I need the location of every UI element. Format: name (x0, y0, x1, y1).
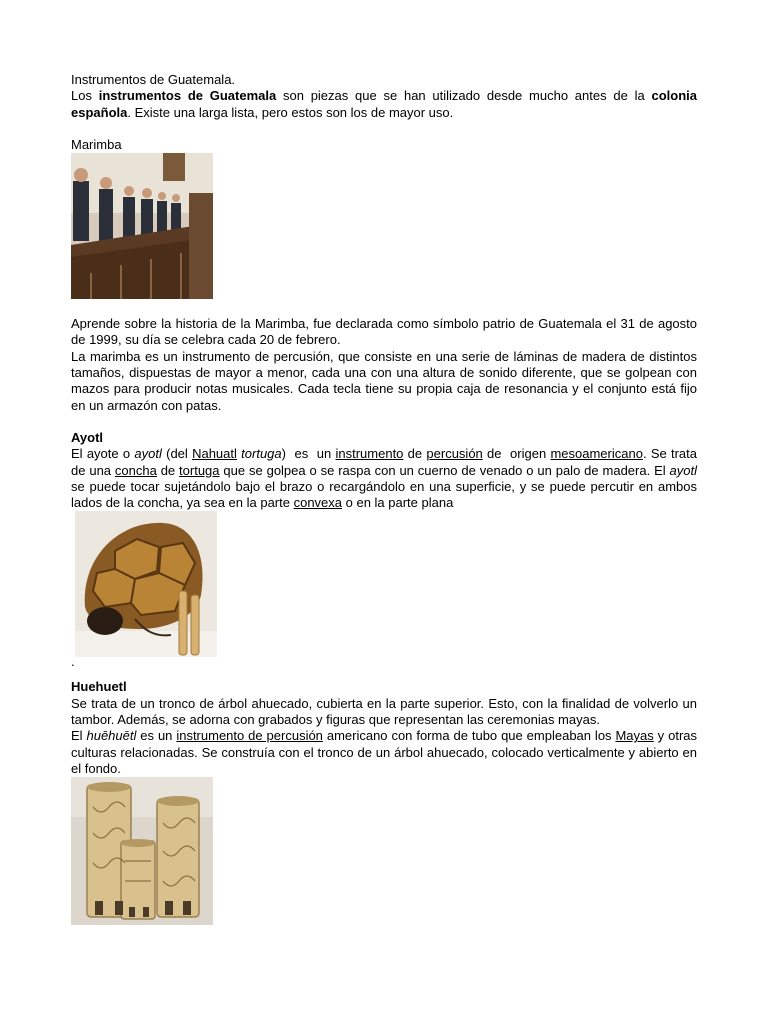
concha-link[interactable]: concha (114, 462, 157, 478)
heading-text: Ayotl (71, 429, 104, 445)
mesoamericano-link[interactable]: mesoamericano (550, 446, 643, 462)
text-run: de origen (482, 446, 551, 462)
text-run: de (156, 462, 180, 478)
bold-text: instrumentos de Guatemala (98, 88, 277, 104)
instrumento-de-percusion-link[interactable]: instrumento de percusión (176, 728, 323, 744)
huehuetl-heading (71, 679, 697, 695)
text-run: El (71, 728, 87, 744)
text-run: de (403, 446, 427, 462)
convexa-link[interactable]: convexa (293, 495, 343, 511)
mayas-link[interactable]: Mayas (615, 728, 654, 744)
marimba-description-paragraph: La marimba es un instrumento de percusión, que consiste en una serie de láminas de madera de distintos tamaños, dispuestas de mayor a menor, cada una con una altura de sonido diferente, que se golpean con mazos para producir notas musicales. Cada tecla tiene su propia caja de resonancia y el conjunto está fijo en un armazón con patas. (71, 348, 697, 413)
text-run: es un (136, 728, 177, 744)
marimba-photo (71, 153, 213, 299)
text-run: se puede tocar sujetándolo bajo el brazo o recargándolo en una superficie, y se puede percutir en ambos lados de la concha, ya sea en la parte (71, 478, 697, 511)
document-page (71, 72, 697, 925)
italic-text: ayotl (669, 462, 697, 478)
italic-text: huēhuētl (86, 728, 137, 744)
percusion-link[interactable]: percusión (426, 446, 483, 462)
text-run: son piezas que se han utilizado desde mucho antes de la (276, 88, 652, 104)
heading-text: Huehuetl (71, 679, 127, 695)
text-run: (del (161, 446, 193, 462)
marimba-label: Marimba (71, 136, 122, 152)
text-run: Los (71, 88, 99, 104)
text-run: o en la parte plana (342, 495, 454, 511)
instrumento-link[interactable]: instrumento (335, 446, 404, 462)
text-run: El ayote o (71, 446, 135, 462)
text-run: . Se trata de una (71, 446, 697, 478)
huehuetl-paragraph-2 (71, 728, 697, 777)
text-run: ) es un (281, 446, 336, 462)
ayotl-dot: . (71, 654, 75, 670)
italic-text: ayotl (134, 446, 162, 462)
italic-text: tortuga (241, 446, 282, 462)
text-run: y otras culturas relacionadas. Se construía con el tronco de un árbol ahuecado, colocado verticalmente y abierto en el fondo. (71, 728, 698, 776)
document-title: Instrumentos de Guatemala. (71, 72, 236, 87)
text-run: americano con forma de tubo que empleaban los (322, 728, 616, 744)
huehuetl-paragraph-1: Se trata de un tronco de árbol ahuecado, cubierta en la parte superior. Esto, con la finalidad de volverlo un tambor. Además, se adorna con grabados y figuras que representan las ceremonias mayas. (71, 695, 697, 728)
bold-text: colonia española (71, 88, 697, 120)
ayotl-paragraph (71, 446, 697, 511)
text-run: que se golpea o se raspa con un cuerno de venado o un palo de madera. El (219, 462, 670, 478)
huehuetl-photo (71, 777, 213, 925)
intro-paragraph (71, 88, 697, 121)
text-run: . Existe una larga lista, pero estos son los de mayor uso. (127, 104, 454, 120)
ayotl-heading (71, 430, 697, 446)
marimba-history-paragraph: Aprende sobre la historia de la Marimba, fue declarada como símbolo patrio de Guatemala el 31 de agosto de 1999, su día se celebra cada 20 de febrero. (71, 316, 697, 348)
nahuatl-link[interactable]: Nahuatl (192, 446, 237, 462)
tortuga-link[interactable]: tortuga (179, 462, 220, 478)
ayotl-photo (75, 511, 217, 657)
